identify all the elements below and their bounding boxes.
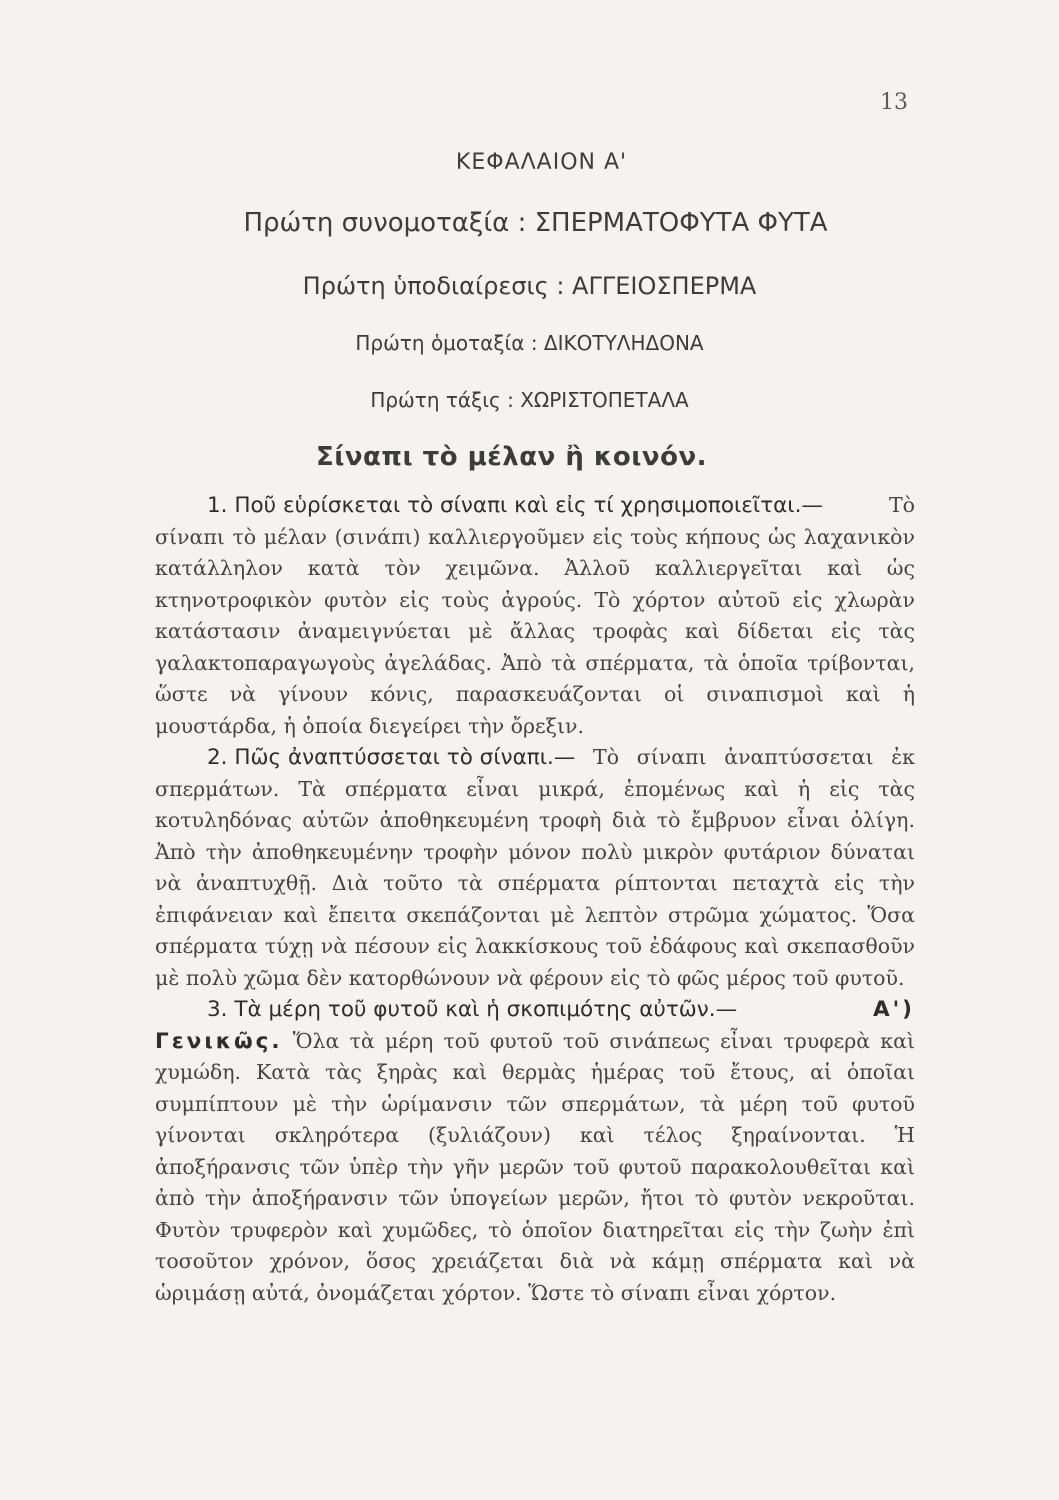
page-number: 13 (880, 90, 908, 115)
species-title: Σίναπι τὸ μέλαν ἢ κοινόν. (315, 442, 708, 472)
body-text (155, 490, 915, 1309)
order-heading: Πρώτη τάξις : ΧΩΡΙΣΤΟΠΕΤΑΛΑ (370, 388, 689, 412)
section-1-title: 1. Ποῦ εὑρίσκεται τὸ σίναπι καὶ εἰς τί χρησιμοποιεῖται.— (207, 493, 823, 518)
class-heading: Πρώτη ὁμοταξία : ΔΙΚΟΤΥΛΗΔΟΝΑ (355, 331, 704, 355)
subdivision-heading: Πρώτη ὑποδιαίρεσις : ΑΓΓΕΙΟΣΠΕΡΜΑ (302, 272, 757, 300)
section-1-text: Τὸ σίναπι τὸ μέλαν (σινάπι) καλλιεργοῦμεν εἰς τοὺς κήπους ὡς λαχανικὸν κατάλληλον κατὰ τὸν χειμῶνα. Ἀλλοῦ καλλιεργεῖται καὶ ὡς κτηνοτροφικὸν φυτὸν εἰς τοὺς ἀγρούς. Τὸ χόρτον αὐτοῦ εἰς χλωρὰν κατάστασιν ἀναμειγνύεται μὲ ἄλλας τροφὰς καὶ δίδεται εἰς τὰς γαλακτοπαραγωγοὺς ἀγελάδας. Ἀπὸ τὰ σπέρματα, τὰ ὁποῖα τρίβονται, ὥστε νὰ γίνουν κόνις, παρασκευάζονται οἱ σιναπισμοὶ καὶ ἡ μουστάρδα, ἡ ὁποία διεγείρει τὴν ὄρεξιν. (155, 493, 915, 738)
section-3-title: 3. Τὰ μέρη τοῦ φυτοῦ καὶ ἡ σκοπιμότης αὐτῶν.— (207, 997, 738, 1022)
section-3 (155, 994, 915, 1309)
chapter-heading: ΚΕΦΑΛΑΙΟΝ Α' (455, 150, 628, 175)
section-2-title: 2. Πῶς ἀναπτύσσεται τὸ σίναπι.— (207, 745, 576, 770)
section-1 (155, 490, 915, 742)
section-2 (155, 742, 915, 994)
section-2-text: Τὸ σίναπι ἀναπτύσσεται ἐκ σπερμάτων. Τὰ σπέρματα εἶναι μικρά, ἑπομένως καὶ ἡ εἰς τὰς κοτυληδόνας αὐτῶν ἀποθηκευμένη τροφὴ διὰ τὸ ἔμβρυον εἶναι ὀλίγη. Ἀπὸ τὴν ἀποθηκευμένην τροφὴν μόνον πολὺ μικρὸν φυτάριον δύναται νὰ ἀναπτυχθῇ. Διὰ τοῦτο τὰ σπέρματα ρίπτονται πεταχτὰ εἰς τὴν ἐπιφάνειαν καὶ ἔπειτα σκεπάζονται μὲ λεπτὸν στρῶμα χώματος. Ὅσα σπέρματα τύχῃ νὰ πέσουν εἰς λακκίσκους τοῦ ἐδάφους καὶ σκεπασθοῦν μὲ πολὺ χῶμα δὲν κατορθώνουν νὰ φέρουν εἰς τὸ φῶς μέρος τοῦ φυτοῦ. (155, 745, 915, 990)
section-3-subtitle: Α') Γενικῶς. (155, 997, 915, 1054)
section-3-text: Ὅλα τὰ μέρη τοῦ φυτοῦ τοῦ σινάπεως εἶναι τρυφερὰ καὶ χυμώδη. Κατὰ τὰς ξηρὰς καὶ θερμὰς ἡμέρας τοῦ ἔτους, αἱ ὁποῖαι συμπίπτουν μὲ τὴν ὡρίμανσιν τῶν σπερμάτων, τὰ μέρη τοῦ φυτοῦ γίνονται σκληρότερα (ξυλιάζουν) καὶ τέλος ξηραίνονται. Ἡ ἀποξήρανσις τῶν ὑπὲρ τὴν γῆν μερῶν τοῦ φυτοῦ παρακολουθεῖται καὶ ἀπὸ τὴν ἀποξήρανσιν τῶν ὑπογείων μερῶν, ἤτοι τὸ φυτὸν νεκροῦται. Φυτὸν τρυφερὸν καὶ χυμῶδες, τὸ ὁποῖον διατηρεῖται εἰς τὴν ζωὴν ἐπὶ τοσοῦτον χρόνον, ὅσος χρειάζεται διὰ νὰ κάμῃ σπέρματα καὶ νὰ ὡριμάσῃ αὐτά, ὀνομάζεται χόρτον. Ὥστε τὸ σίναπι εἶναι χόρτον. (155, 1028, 915, 1305)
phylum-heading: Πρώτη συνομοταξία : ΣΠΕΡΜΑΤΟΦΥΤΑ ΦΥΤΑ (243, 208, 828, 238)
